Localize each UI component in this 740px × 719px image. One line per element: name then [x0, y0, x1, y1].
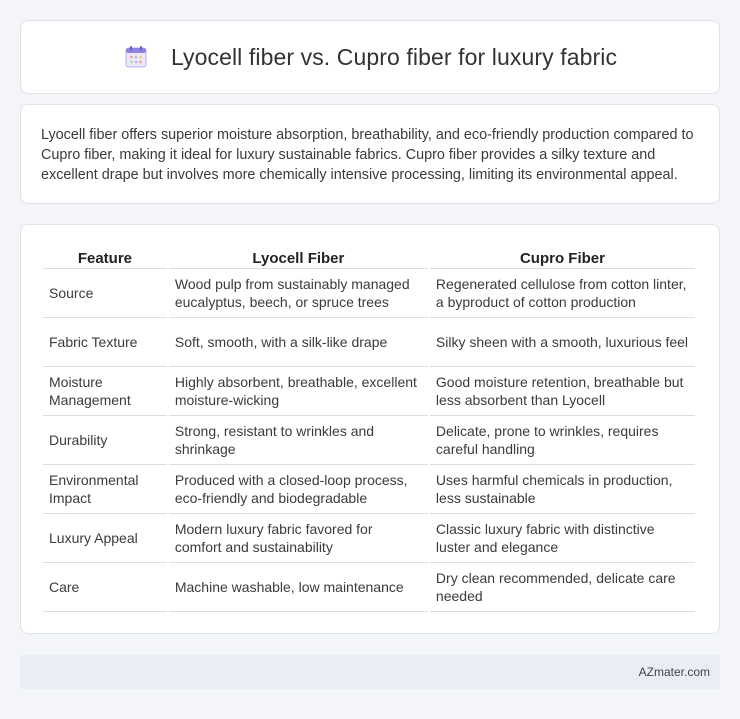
table-row [43, 269, 695, 318]
summary-card [20, 104, 720, 204]
cupro-cell: Good moisture retention, breathable but less absorbent than Lyocell [430, 367, 695, 416]
comparison-table [41, 245, 697, 612]
calendar-icon [123, 44, 149, 70]
feature-cell: Environmental Impact [43, 465, 167, 514]
column-header-lyocell: Lyocell Fiber [169, 245, 428, 269]
lyocell-cell: Wood pulp from sustainably managed eucalyptus, beech, or spruce trees [169, 269, 428, 318]
lyocell-cell: Modern luxury fabric favored for comfort and sustainability [169, 514, 428, 563]
column-header-feature: Feature [43, 245, 167, 269]
table-row [43, 318, 695, 367]
feature-cell: Fabric Texture [43, 318, 167, 367]
table-row [43, 465, 695, 514]
cupro-cell: Dry clean recommended, delicate care needed [430, 563, 695, 612]
lyocell-cell: Produced with a closed-loop process, eco-friendly and biodegradable [169, 465, 428, 514]
cupro-cell: Classic luxury fabric with distinctive luster and elegance [430, 514, 695, 563]
feature-cell: Moisture Management [43, 367, 167, 416]
footer-bar [20, 655, 720, 689]
cupro-cell: Silky sheen with a smooth, luxurious feel [430, 318, 695, 367]
feature-cell: Source [43, 269, 167, 318]
cupro-cell: Regenerated cellulose from cotton linter, a byproduct of cotton production [430, 269, 695, 318]
page-title: Lyocell fiber vs. Cupro fiber for luxury fabric [170, 43, 618, 70]
lyocell-cell: Machine washable, low maintenance [169, 563, 428, 612]
comparison-table-card [20, 224, 720, 634]
column-header-cupro: Cupro Fiber [430, 245, 695, 269]
table-row [43, 563, 695, 612]
table-row [43, 514, 695, 563]
cupro-cell: Delicate, prone to wrinkles, requires careful handling [430, 416, 695, 465]
title-card [20, 20, 720, 94]
cupro-cell: Uses harmful chemicals in production, less sustainable [430, 465, 695, 514]
summary-text: Lyocell fiber offers superior moisture absorption, breathability, and eco-friendly production compared to Cupro fiber, making it ideal for luxury sustainable fabrics. Cupro fiber provides a silky texture and excellent drape but involves more chemically intensive processing, limiting its environmental appeal. [41, 127, 694, 183]
table-header-row [43, 245, 695, 269]
feature-cell: Luxury Appeal [43, 514, 167, 563]
feature-cell: Care [43, 563, 167, 612]
table-row [43, 367, 695, 416]
lyocell-cell: Soft, smooth, with a silk-like drape [169, 318, 428, 367]
lyocell-cell: Highly absorbent, breathable, excellent moisture-wicking [169, 367, 428, 416]
footer-brand[interactable]: AZmater.com [638, 665, 710, 679]
table-row [43, 416, 695, 465]
lyocell-cell: Strong, resistant to wrinkles and shrinkage [169, 416, 428, 465]
feature-cell: Durability [43, 416, 167, 465]
